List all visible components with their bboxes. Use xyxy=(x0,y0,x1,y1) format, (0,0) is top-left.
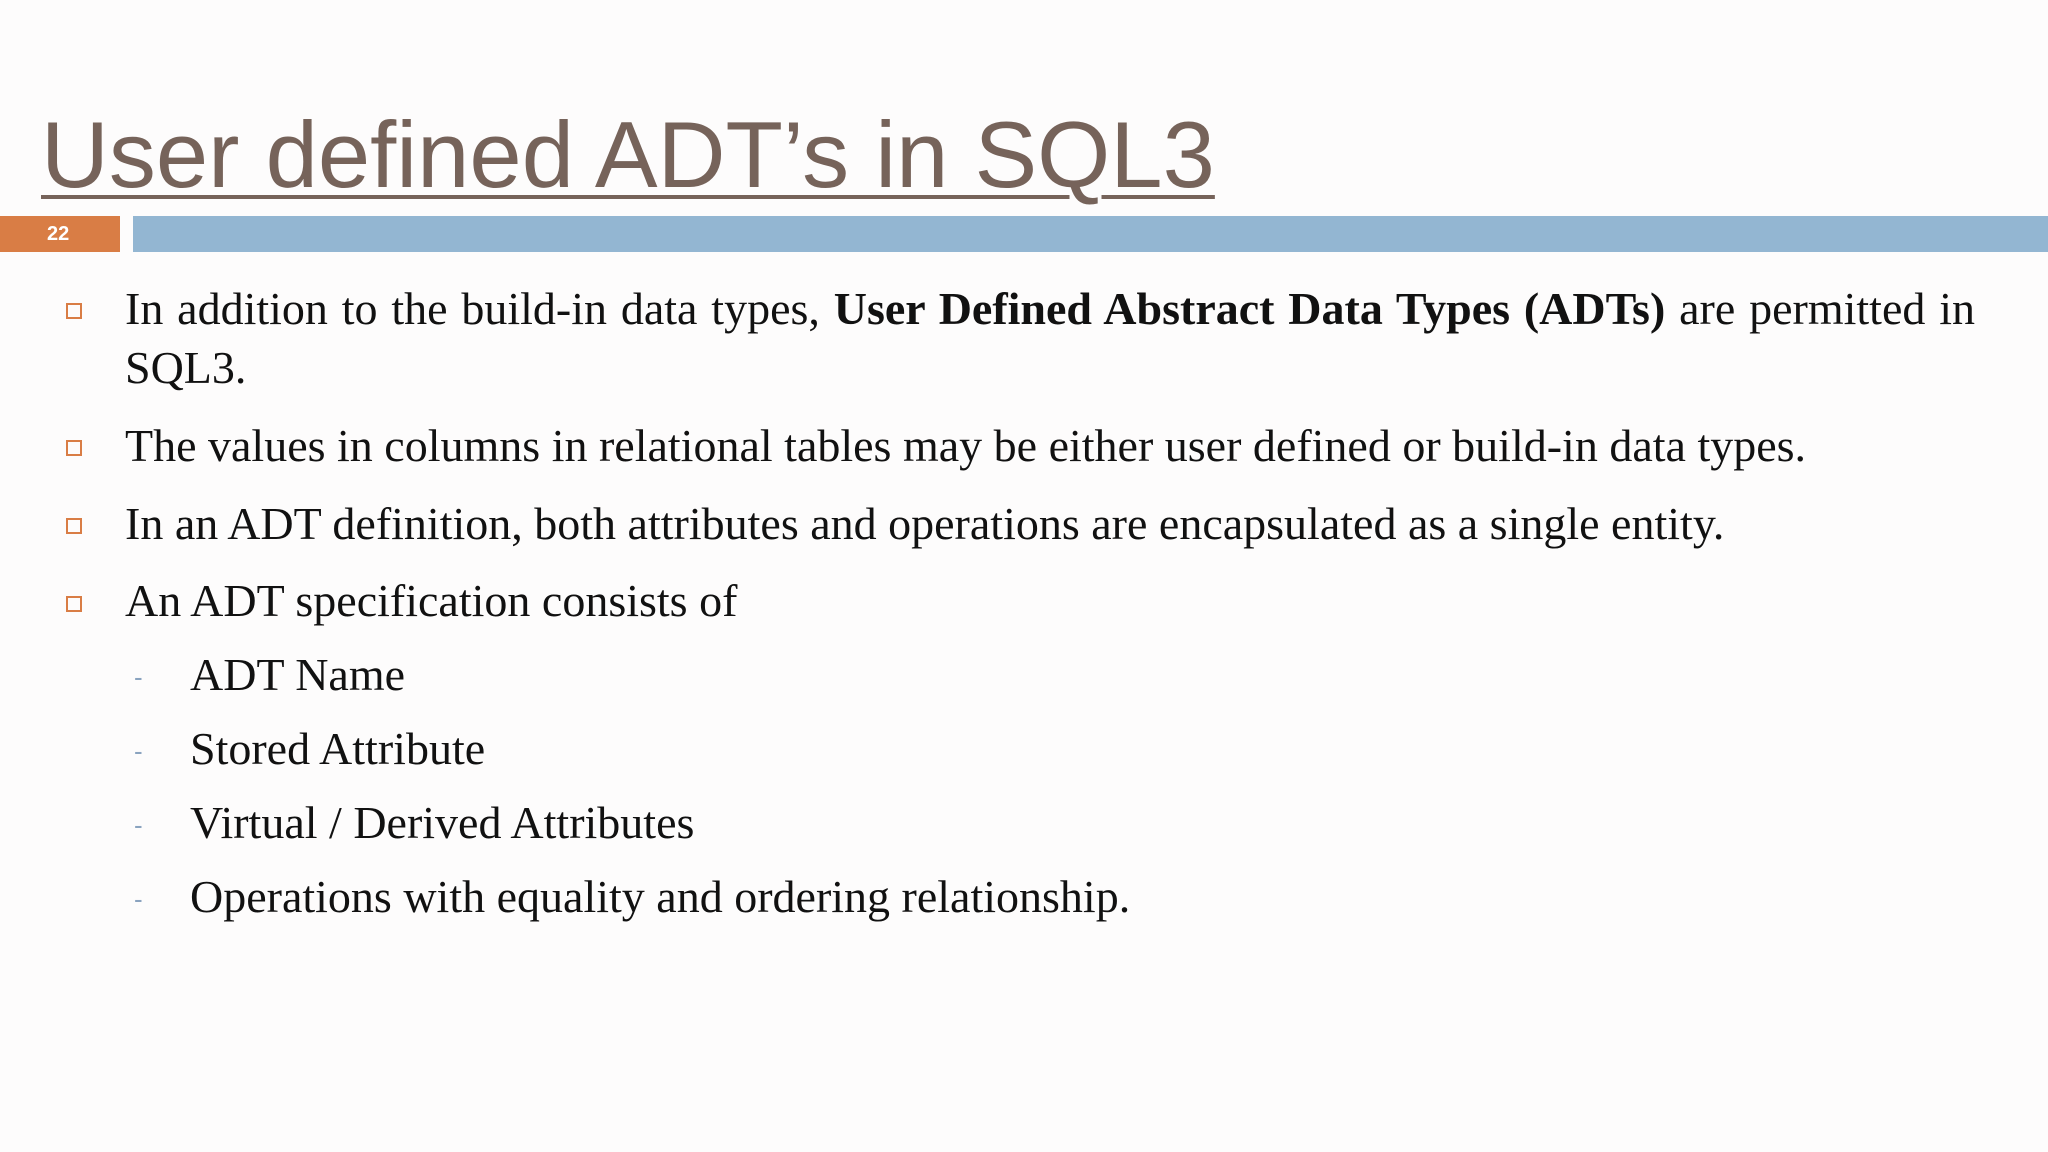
dash-bullet-icon: - xyxy=(134,884,143,914)
sub-bullet-text: ADT Name xyxy=(190,649,406,700)
page-number-badge: 22 xyxy=(0,216,120,252)
bullet-text-run: are permitted in SQL3. xyxy=(125,283,1975,393)
bullet-text: In an ADT definition, both attributes and operations are encapsulated as a single entity. xyxy=(125,498,1725,549)
dash-bullet-icon: - xyxy=(134,736,143,766)
bullet-text-run: In addition to the build-in data types, xyxy=(125,283,834,334)
bullet-text: An ADT specification consists of xyxy=(125,575,738,626)
sub-bullet-text: Stored Attribute xyxy=(190,723,486,774)
bullet-bold-run: User Defined Abstract Data Types (ADTs) xyxy=(833,283,1666,334)
slide-title: User defined ADT’s in SQL3 xyxy=(41,102,1215,207)
square-bullet-icon xyxy=(66,303,82,319)
sub-bullet-text: Operations with equality and ordering relationship. xyxy=(190,871,1131,922)
square-bullet-icon xyxy=(66,440,82,456)
dash-bullet-icon: - xyxy=(134,810,143,840)
dash-bullet-icon: - xyxy=(134,662,143,692)
bullet-text: The values in columns in relational tables may be either user defined or build-in data types. xyxy=(125,420,1807,471)
header-band xyxy=(133,216,2048,252)
square-bullet-icon xyxy=(66,518,82,534)
bullet-text xyxy=(125,279,1975,397)
sub-bullet-text: Virtual / Derived Attributes xyxy=(190,797,695,848)
square-bullet-icon xyxy=(66,596,82,612)
